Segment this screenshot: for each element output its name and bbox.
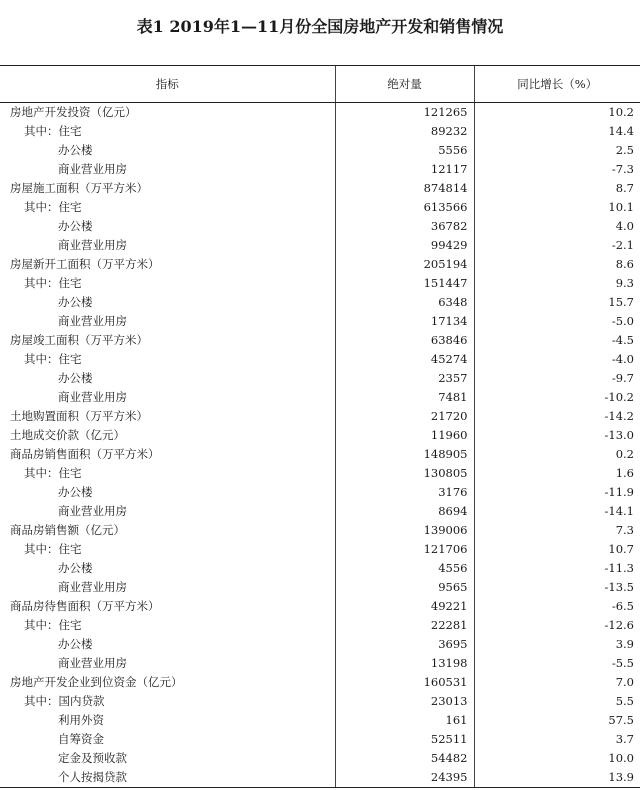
table-row	[0, 635, 640, 654]
row-absolute-value: 3176	[335, 483, 474, 502]
row-absolute-value: 5556	[335, 141, 474, 160]
table-row	[0, 293, 640, 312]
row-absolute-value: 52511	[335, 730, 474, 749]
row-indicator: 利用外资	[58, 713, 104, 727]
row-absolute-value: 2357	[335, 369, 474, 388]
table-row	[0, 768, 640, 788]
row-absolute-value: 36782	[335, 217, 474, 236]
row-growth-rate: -11.3	[474, 559, 640, 578]
row-growth-rate: 3.7	[474, 730, 640, 749]
row-absolute-value: 9565	[335, 578, 474, 597]
table-row	[0, 407, 640, 426]
row-growth-rate: -14.1	[474, 502, 640, 521]
table-row	[0, 236, 640, 255]
table-row	[0, 521, 640, 540]
row-absolute-value: 160531	[335, 673, 474, 692]
row-absolute-value: 4556	[335, 559, 474, 578]
row-absolute-value: 148905	[335, 445, 474, 464]
row-growth-rate: -6.5	[474, 597, 640, 616]
row-indicator: 土地成交价款（亿元）	[10, 428, 125, 442]
row-indicator: 商业营业用房	[58, 390, 127, 404]
row-absolute-value: 6348	[335, 293, 474, 312]
table-row	[0, 654, 640, 673]
row-absolute-value: 17134	[335, 312, 474, 331]
table-row	[0, 274, 640, 293]
header-indicator: 指标	[0, 66, 335, 103]
row-growth-rate: -5.0	[474, 312, 640, 331]
row-indicator: 房屋施工面积（万平方米）	[10, 181, 148, 195]
table-row	[0, 369, 640, 388]
row-growth-rate: 13.9	[474, 768, 640, 788]
row-growth-rate: 15.7	[474, 293, 640, 312]
row-growth-rate: 10.7	[474, 540, 640, 559]
row-growth-rate: 3.9	[474, 635, 640, 654]
row-absolute-value: 54482	[335, 749, 474, 768]
row-growth-rate: 10.2	[474, 103, 640, 123]
table-row	[0, 483, 640, 502]
data-table	[0, 65, 640, 788]
row-growth-rate: 14.4	[474, 122, 640, 141]
row-indicator: 办公楼	[58, 637, 93, 651]
row-absolute-value: 7481	[335, 388, 474, 407]
header-absolute: 绝对量	[335, 66, 474, 103]
table-row	[0, 749, 640, 768]
row-growth-rate: -5.5	[474, 654, 640, 673]
row-indicator: 其中：国内贷款	[24, 694, 105, 708]
row-growth-rate: 57.5	[474, 711, 640, 730]
table-row	[0, 445, 640, 464]
row-indicator: 办公楼	[58, 143, 93, 157]
row-indicator: 自筹资金	[58, 732, 104, 746]
row-indicator: 商业营业用房	[58, 656, 127, 670]
row-absolute-value: 205194	[335, 255, 474, 274]
row-indicator: 房屋竣工面积（万平方米）	[10, 333, 148, 347]
row-growth-rate: 5.5	[474, 692, 640, 711]
row-absolute-value: 13198	[335, 654, 474, 673]
row-absolute-value: 874814	[335, 179, 474, 198]
row-indicator: 其中：住宅	[24, 124, 82, 138]
row-growth-rate: -9.7	[474, 369, 640, 388]
row-absolute-value: 613566	[335, 198, 474, 217]
row-growth-rate: -7.3	[474, 160, 640, 179]
row-absolute-value: 12117	[335, 160, 474, 179]
row-indicator: 其中：住宅	[24, 618, 82, 632]
table-row	[0, 730, 640, 749]
table-title: 表1 2019年1—11月份全国房地产开发和销售情况	[136, 17, 504, 36]
table-row	[0, 559, 640, 578]
row-growth-rate: -10.2	[474, 388, 640, 407]
row-absolute-value: 45274	[335, 350, 474, 369]
row-indicator: 办公楼	[58, 561, 93, 575]
row-growth-rate: 7.3	[474, 521, 640, 540]
row-absolute-value: 130805	[335, 464, 474, 483]
row-indicator: 商品房销售额（亿元）	[10, 523, 125, 537]
table-row	[0, 711, 640, 730]
row-growth-rate: 4.0	[474, 217, 640, 236]
table-row	[0, 179, 640, 198]
row-growth-rate: 0.2	[474, 445, 640, 464]
table-row	[0, 217, 640, 236]
row-growth-rate: 1.6	[474, 464, 640, 483]
table-row	[0, 160, 640, 179]
table-row	[0, 540, 640, 559]
row-growth-rate: -2.1	[474, 236, 640, 255]
row-indicator: 土地购置面积（万平方米）	[10, 409, 148, 423]
row-indicator: 其中：住宅	[24, 352, 82, 366]
row-absolute-value: 151447	[335, 274, 474, 293]
table-row	[0, 122, 640, 141]
row-absolute-value: 99429	[335, 236, 474, 255]
row-absolute-value: 139006	[335, 521, 474, 540]
row-growth-rate: 9.3	[474, 274, 640, 293]
row-absolute-value: 23013	[335, 692, 474, 711]
row-growth-rate: -4.0	[474, 350, 640, 369]
row-absolute-value: 24395	[335, 768, 474, 788]
row-growth-rate: -13.0	[474, 426, 640, 445]
row-indicator: 其中：住宅	[24, 200, 82, 214]
table-row	[0, 692, 640, 711]
row-indicator: 办公楼	[58, 295, 93, 309]
row-indicator: 其中：住宅	[24, 276, 82, 290]
row-indicator: 定金及预收款	[58, 751, 127, 765]
row-absolute-value: 8694	[335, 502, 474, 521]
row-indicator: 办公楼	[58, 485, 93, 499]
row-absolute-value: 49221	[335, 597, 474, 616]
table-row	[0, 502, 640, 521]
row-growth-rate: 2.5	[474, 141, 640, 160]
table-row	[0, 331, 640, 350]
row-growth-rate: -11.9	[474, 483, 640, 502]
row-absolute-value: 121706	[335, 540, 474, 559]
row-growth-rate: -12.6	[474, 616, 640, 635]
row-growth-rate: -14.2	[474, 407, 640, 426]
row-indicator: 办公楼	[58, 371, 93, 385]
row-indicator: 个人按揭贷款	[0, 768, 335, 788]
row-indicator: 商业营业用房	[58, 314, 127, 328]
table-row	[0, 103, 640, 123]
row-growth-rate: 10.1	[474, 198, 640, 217]
row-absolute-value: 161	[335, 711, 474, 730]
row-absolute-value: 3695	[335, 635, 474, 654]
table-row	[0, 578, 640, 597]
row-indicator: 其中：住宅	[24, 542, 82, 556]
row-indicator: 商业营业用房	[58, 162, 127, 176]
row-absolute-value: 21720	[335, 407, 474, 426]
row-indicator: 房地产开发投资（亿元）	[10, 105, 137, 119]
table-row	[0, 312, 640, 331]
row-indicator: 商品房销售面积（万平方米）	[10, 447, 160, 461]
row-absolute-value: 63846	[335, 331, 474, 350]
table-row	[0, 198, 640, 217]
table-row	[0, 388, 640, 407]
row-absolute-value: 22281	[335, 616, 474, 635]
row-indicator: 商业营业用房	[58, 580, 127, 594]
row-indicator: 房屋新开工面积（万平方米）	[10, 257, 160, 271]
table-row	[0, 464, 640, 483]
row-indicator: 办公楼	[58, 219, 93, 233]
header-row	[0, 66, 640, 103]
row-absolute-value: 11960	[335, 426, 474, 445]
header-growth: 同比增长（%）	[474, 66, 640, 103]
row-indicator: 商业营业用房	[58, 238, 127, 252]
row-absolute-value: 121265	[335, 103, 474, 123]
table-row	[0, 255, 640, 274]
row-indicator: 房地产开发企业到位资金（亿元）	[10, 675, 183, 689]
row-growth-rate: -13.5	[474, 578, 640, 597]
row-growth-rate: 10.0	[474, 749, 640, 768]
table-row	[0, 426, 640, 445]
table-row	[0, 597, 640, 616]
row-growth-rate: 7.0	[474, 673, 640, 692]
table-row	[0, 673, 640, 692]
row-indicator: 其中：住宅	[24, 466, 82, 480]
table-row	[0, 350, 640, 369]
row-absolute-value: 89232	[335, 122, 474, 141]
row-growth-rate: 8.7	[474, 179, 640, 198]
row-indicator: 商业营业用房	[58, 504, 127, 518]
table-row	[0, 141, 640, 160]
row-growth-rate: -4.5	[474, 331, 640, 350]
table-row	[0, 616, 640, 635]
row-growth-rate: 8.6	[474, 255, 640, 274]
row-indicator: 商品房待售面积（万平方米）	[10, 599, 160, 613]
